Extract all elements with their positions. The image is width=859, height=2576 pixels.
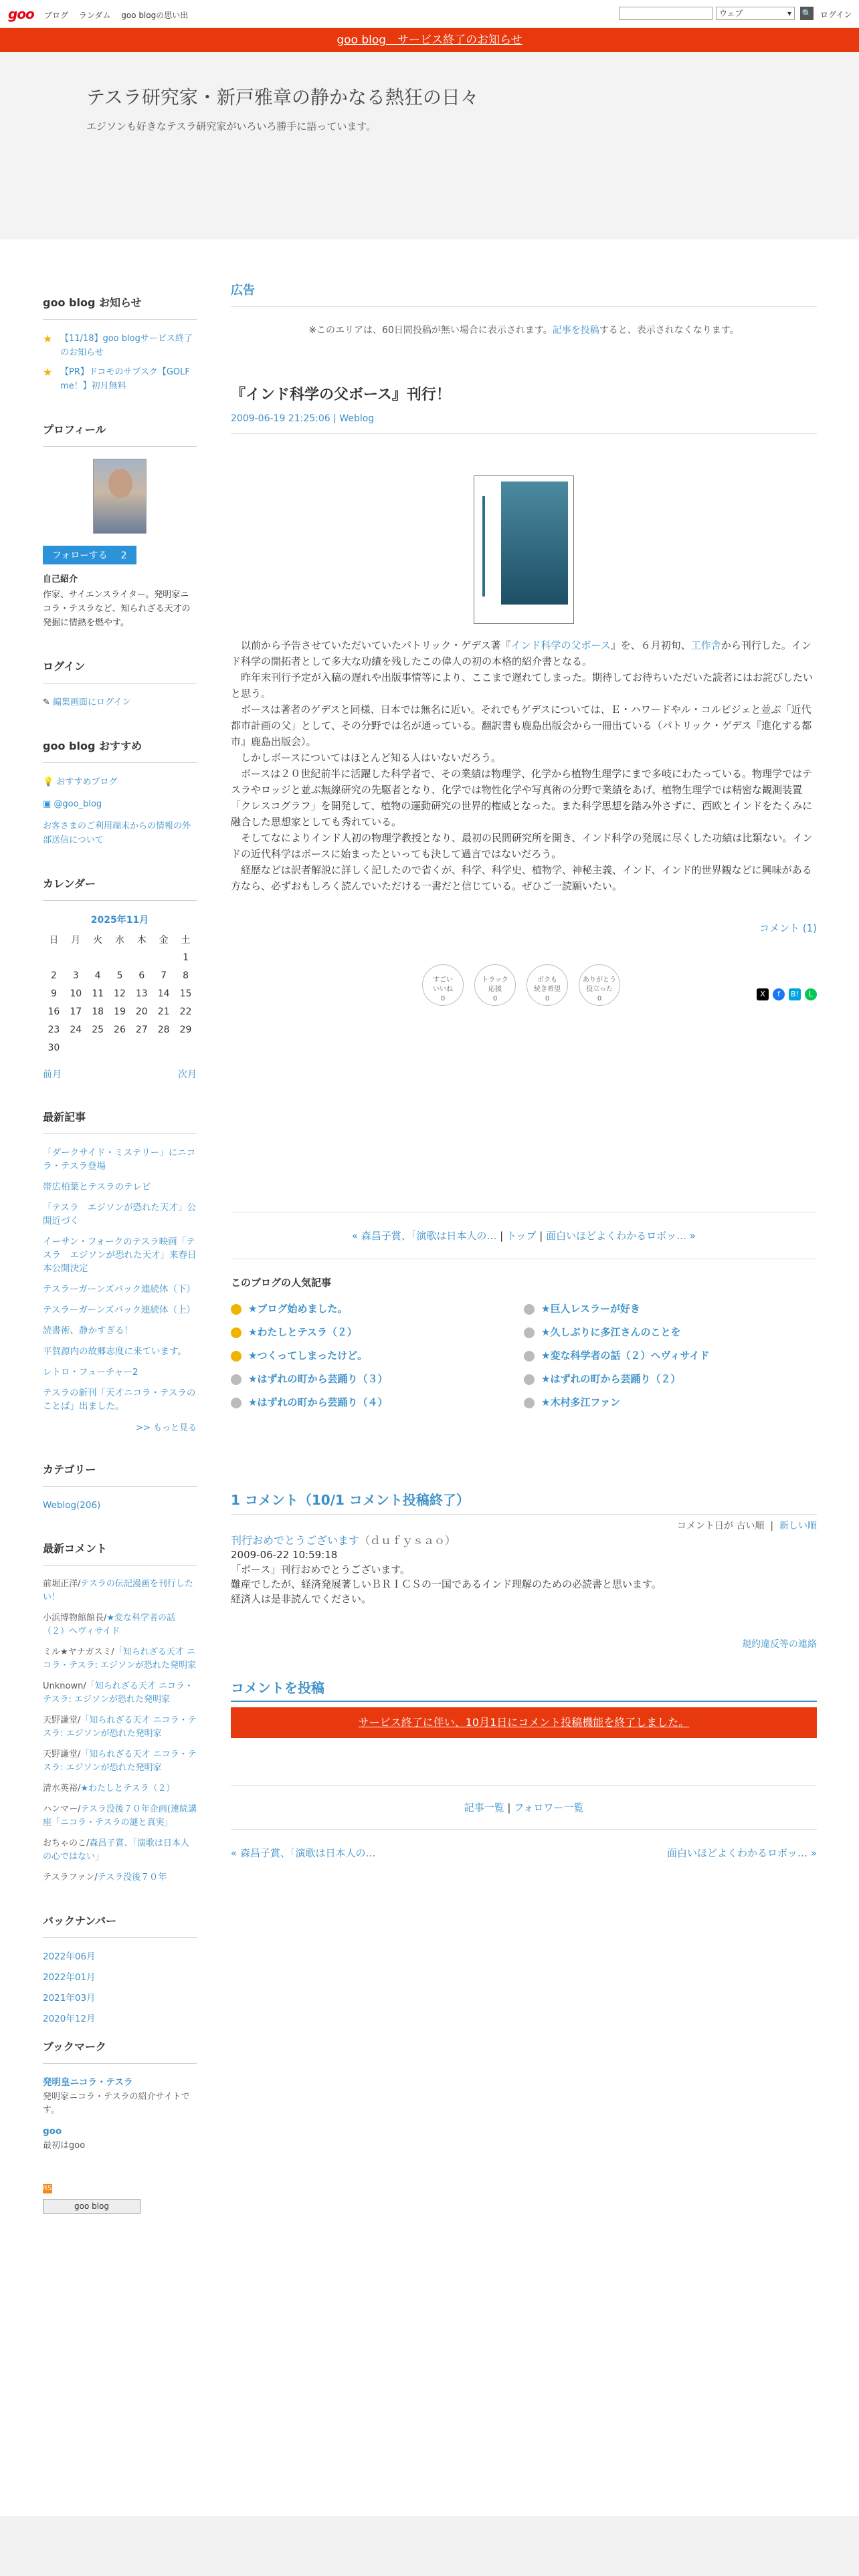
- backnumber-heading: バックナンバー: [43, 1913, 197, 1938]
- goo-blog-twitter-link[interactable]: @goo_blog: [54, 799, 102, 809]
- star-icon: ★: [43, 332, 53, 345]
- top-links: [44, 9, 196, 21]
- popular-item[interactable]: [231, 1372, 524, 1386]
- recent-post-link[interactable]: イーサン・フォークのテスラ映画「テスラ エジソンが恐れた天才」来春日本公開決定: [43, 1237, 197, 1274]
- comment-post-link[interactable]: 「知られざる天才 ニコラ・テスラ: エジソンが恐れた発明家: [43, 1681, 193, 1705]
- book-link[interactable]: インド科学の父ボース: [510, 639, 611, 651]
- follower-count: 2: [120, 550, 127, 561]
- calendar-day: 17: [70, 1006, 82, 1017]
- popular-item[interactable]: [524, 1395, 817, 1409]
- recent-comment: [43, 1748, 197, 1775]
- calendar-day: 7: [161, 970, 167, 981]
- backnumber-list[interactable]: [43, 1950, 197, 2024]
- recent-comment: [43, 1680, 197, 1707]
- recent-comment: [43, 1612, 197, 1638]
- sort-separator: |: [770, 1521, 774, 1531]
- post-paragraph: ボースは著者のゲデスと同様、日本では無名に近い。それでもゲデスについては、Ｅ・ハワードやル・コルビジェと並ぶ「近代都市計画の父」として、その分野では名が通っている。翻訳書も鹿島出版会から一冊出ている（パトリック・ゲデス『進化する都市』鹿島出版会）。: [231, 704, 812, 748]
- calendar-week: [43, 1002, 197, 1021]
- calendar-heading: カレンダー: [43, 875, 197, 901]
- backnumber-link[interactable]: 2020年12月: [43, 2014, 96, 2024]
- reaction-label: いいね: [433, 986, 453, 993]
- crown-icon: [231, 1327, 242, 1338]
- calendar-day: 29: [179, 1024, 192, 1035]
- comment-post-link[interactable]: 「知られざる天才 ニコラ・テスラ: エジソンが恐れた発明家: [43, 1647, 196, 1671]
- calendar-day: 27: [135, 1024, 148, 1035]
- news-link[interactable]: 【PR】ドコモのサブスク【GOLF me！】初月無料: [60, 367, 190, 391]
- calendar-prev-link[interactable]: 前月: [43, 1069, 62, 1080]
- top-bar: [0, 0, 859, 28]
- facebook-share-icon[interactable]: f: [773, 988, 785, 1000]
- ad-note-text: すると、表示されなくなります。: [599, 325, 739, 336]
- calendar-day: 20: [135, 1006, 148, 1017]
- calendar-day: [109, 948, 131, 966]
- top-link-memories[interactable]: goo blogの思い出: [121, 11, 189, 20]
- calendar-week: [43, 1039, 197, 1057]
- calendar-day: 3: [72, 970, 79, 981]
- line-share-icon[interactable]: L: [805, 988, 817, 1000]
- calendar-day: 5: [116, 970, 123, 981]
- calendar-day: 26: [114, 1024, 126, 1035]
- popular-item-label: ★はずれの町から芸踊り（２）: [541, 1373, 681, 1385]
- bookmark-link[interactable]: 発明皇ニコラ・テスラ: [43, 2077, 133, 2088]
- post-paragraph: ボースは２０世紀前半に活躍した科学者で、その業績は物理学、化学から植物生理学にまで多岐にわたっている。物理学ではテスラやロッジと並ぶ無線研究の先駆者となり、化学では物性化学や写真術の分野で業績をあげ、植物生理学では精密な観測装置「クレスコグラフ」を開発して、植物の運動研究の世界的権威となった。また科学思想を踏み外さずに、西欧とインドをたくみに融合した思想家としても秀れている。: [231, 768, 813, 828]
- calendar-day: 9: [50, 988, 57, 999]
- reaction-label: 続き希望: [534, 986, 561, 993]
- calendar-day: [87, 948, 109, 966]
- post-body: [231, 637, 817, 894]
- recent-post-link[interactable]: 「テスラ エジソンが恐れた天才」公開近づく: [43, 1202, 196, 1226]
- calendar-week: [43, 1021, 197, 1039]
- calendar-day: 10: [70, 988, 82, 999]
- bookmark-heading: ブックマーク: [43, 2038, 197, 2064]
- recent-comments-section: [43, 1540, 197, 1885]
- weekday: 金: [159, 934, 169, 946]
- weekday: 木: [136, 934, 147, 946]
- recent-comment: [43, 1646, 197, 1673]
- blog-header: [0, 52, 859, 239]
- calendar-day: [65, 1039, 87, 1057]
- post-comment-heading: コメントを投稿: [231, 1677, 817, 1702]
- reaction-cheer-button[interactable]: [474, 964, 516, 1006]
- post-paragraph: 昨年末刊行予定が入稿の遅れや出版事情等により、ここまで遅れてしまった。期待してお待ちいただいた読者にはお詫びしたいと思う。: [231, 671, 814, 700]
- service-end-banner: [0, 28, 859, 52]
- list-links: [231, 1785, 817, 1830]
- comment-date: 2009-06-22 10:59:18: [231, 1549, 338, 1561]
- recent-post-link[interactable]: 帯広柏葉とテスラのテレビ: [43, 1182, 151, 1192]
- calendar-day: 22: [179, 1006, 192, 1017]
- popular-item-label: ★はずれの町から芸踊り（３）: [248, 1373, 388, 1385]
- next-post-link[interactable]: 面白いほどよくわかるロボッ… »: [667, 1847, 817, 1859]
- backnumber-section: [43, 1913, 197, 2024]
- post-paragraph: 以前から予告させていただいていたパトリック・ゲデス著『インド科学の父ボース』を、６月初旬、工作舎から刊行した。インド科学の開拓者として多大な功績を残したこの偉人の初の本格的紹介書となる。: [231, 639, 812, 667]
- reaction-label: 応援: [488, 986, 502, 993]
- comment-line: 難産でしたが、経済発展著しいＢＲＩＣＳの一国であるインド理解のための必読書と思います。: [231, 1578, 662, 1590]
- crown-icon: [231, 1351, 242, 1362]
- popular-item[interactable]: [231, 1301, 524, 1315]
- recent-post-link[interactable]: 平賀源内の故郷志度に来ています。: [43, 1346, 187, 1357]
- sort-new-link[interactable]: 新しい順: [779, 1521, 817, 1531]
- categories-heading: カテゴリー: [43, 1461, 197, 1487]
- reaction-title: ボクも: [537, 976, 557, 984]
- recent-posts-heading: 最新記事: [43, 1109, 197, 1134]
- news-section: [43, 294, 197, 393]
- sort-label: コメント日が: [677, 1521, 734, 1531]
- comment-author: （ｄｕｆｙｓａｏ）: [359, 1534, 456, 1547]
- recent-comment: [43, 1871, 197, 1885]
- x-share-icon[interactable]: X: [757, 988, 769, 1000]
- news-heading: goo blog お知らせ: [43, 294, 197, 320]
- popular-list: [231, 1301, 817, 1409]
- comment-title-text: 刊行おめでとうございます: [231, 1534, 360, 1547]
- crown-icon: [231, 1304, 242, 1315]
- calendar-week: [43, 984, 197, 1002]
- twitter-icon: ▣: [43, 799, 54, 809]
- next-post-link[interactable]: 面白いほどよくわかるロボッ… »: [546, 1230, 696, 1242]
- blog-title[interactable]: テスラ研究家・新戸雅章の静かなる熱狂の日々: [86, 86, 479, 108]
- post-title[interactable]: 『インド科学の父ボース』刊行！: [231, 387, 451, 403]
- comment-author: 小浜博物館館長/: [43, 1613, 107, 1623]
- share-buttons: [231, 988, 817, 1000]
- edit-login-link[interactable]: 編集画面にログイン: [53, 697, 131, 708]
- comment-author: Unknown/: [43, 1681, 86, 1691]
- rank-badge: [231, 1398, 242, 1408]
- rss-icon[interactable]: RSS: [43, 2185, 56, 2192]
- recent-post-link[interactable]: レトロ・フューチャー2: [43, 1367, 138, 1378]
- comments-closed-banner: [231, 1707, 817, 1738]
- comment-post-link[interactable]: テスラ没後７０年企画(連続講座「ニコラ・テスラの謎と真実」: [43, 1804, 197, 1828]
- weekday: 水: [114, 934, 124, 946]
- comments-heading: 1 コメント（10/1 コメント投稿終了）: [231, 1489, 817, 1515]
- popular-item[interactable]: [524, 1348, 817, 1362]
- news-item: [43, 365, 197, 393]
- calendar-day: 19: [114, 1006, 126, 1017]
- edit-login-item: [43, 695, 197, 710]
- search-input[interactable]: [619, 7, 712, 20]
- list-separator: |: [504, 1802, 514, 1814]
- recent-post-link[interactable]: テスラの新刊「天才ニコラ・テスラのことば」出ました。: [43, 1388, 196, 1412]
- calendar-day: 1: [183, 952, 189, 963]
- popular-item[interactable]: [524, 1301, 817, 1315]
- star-icon: ★: [43, 366, 53, 379]
- popular-item[interactable]: [524, 1372, 817, 1386]
- ad-heading: 広告: [231, 281, 817, 307]
- pencil-icon: ✎: [43, 697, 54, 708]
- rank-badge: [524, 1351, 535, 1362]
- external-transmission-link[interactable]: お客さまのご利用端末からの情報の外部送信について: [43, 821, 191, 845]
- bulb-icon: 💡: [43, 777, 57, 787]
- sidebar-footer: [43, 2181, 197, 2214]
- meta-separator: |: [330, 413, 340, 424]
- rank-badge: [231, 1374, 242, 1385]
- reaction-count: 0: [440, 995, 446, 1002]
- top-link-blog[interactable]: ブログ: [44, 11, 69, 20]
- comment-post-link[interactable]: 「知られざる天才 ニコラ・テスラ: エジソンが恐れた発明家: [43, 1749, 197, 1773]
- comment-line: 「ボース」刊行おめでとうございます。: [231, 1564, 411, 1576]
- bottom-nav: [231, 1846, 817, 1860]
- rank-badge: [524, 1304, 535, 1315]
- calendar-day: 13: [135, 988, 148, 999]
- weekday: 日: [49, 934, 59, 946]
- recent-post-link[interactable]: テスラーガーンズバック連続体（上）: [43, 1305, 196, 1315]
- reaction-more-button[interactable]: [527, 964, 568, 1006]
- recent-comments-heading: 最新コメント: [43, 1540, 197, 1566]
- login-heading: ログイン: [43, 658, 197, 683]
- goo-blog-badge[interactable]: goo blog: [43, 2199, 140, 2214]
- backnumber-link[interactable]: 2021年03月: [43, 1993, 96, 2004]
- recent-comment: [43, 1714, 197, 1741]
- ad-note: [231, 323, 817, 336]
- recommend-blogs-link[interactable]: おすすめブログ: [56, 777, 118, 787]
- rank-badge: [524, 1327, 535, 1338]
- popular-item[interactable]: [524, 1325, 817, 1339]
- recommend-heading: goo blog おすすめ: [43, 738, 197, 763]
- calendar-week: [43, 948, 197, 966]
- article-list-link[interactable]: 記事一覧: [464, 1802, 504, 1814]
- calendar-day: [130, 948, 153, 966]
- comment-post-link[interactable]: ★変な科学者の話（２）ヘヴィサイド: [43, 1613, 176, 1636]
- rank-badge: [524, 1398, 535, 1408]
- reaction-like-button[interactable]: [422, 964, 464, 1006]
- calendar-days: [43, 948, 197, 1057]
- recommend-item: [43, 797, 197, 811]
- news-item: [43, 332, 197, 360]
- calendar-day: [153, 1039, 175, 1057]
- book-cover-image[interactable]: [474, 475, 574, 624]
- calendar-day: [130, 1039, 153, 1057]
- popular-item-label: ★久しぶりに多江さんのことを: [541, 1326, 681, 1338]
- publisher-link[interactable]: 工作舎: [690, 639, 721, 651]
- ad-note-text: ※このエリアは、60日間投稿が無い場合に表示されます。: [308, 325, 553, 336]
- backnumber-link[interactable]: 2022年06月: [43, 1951, 96, 1962]
- post-article-link[interactable]: 記事を投稿: [552, 325, 599, 336]
- comment-author: 前堀正洋/: [43, 1579, 81, 1589]
- bookmark-link[interactable]: goo: [43, 2126, 62, 2137]
- post-paragraph: 経歴などは訳者解説に詳しく記したので省くが、科学、科学史、植物学、神秘主義、インド、インド的世界観などに興味がある方なら、必ずおもしろく読んでいただける一書だと信じている。ぜひご一読願いたい。: [231, 864, 812, 892]
- intro-text: 作家、サイエンスライター。発明家ニコラ・テスラなど、知られざる天才の発掘に情熱を燃やす。: [43, 590, 191, 628]
- page-footer: [0, 2516, 859, 2576]
- reaction-label: 役立った: [586, 986, 613, 993]
- recent-post-link[interactable]: 「ダークサイド・ミステリー」にニコラ・テスラ登場: [43, 1148, 196, 1172]
- calendar-day: 28: [157, 1024, 170, 1035]
- popular-item-label: ★木村多江ファン: [541, 1396, 621, 1408]
- calendar-day: [65, 948, 87, 966]
- calendar-day: 4: [94, 970, 101, 981]
- popular-item[interactable]: [231, 1348, 524, 1362]
- calendar-day: [43, 948, 65, 966]
- calendar-day: [175, 1039, 197, 1057]
- main-content: [231, 281, 817, 1860]
- top-link-random[interactable]: ランダム: [78, 11, 111, 20]
- comment-post-link[interactable]: テスラの伝記漫画を刊行したい！: [43, 1579, 193, 1602]
- calendar-week: [43, 966, 197, 984]
- prev-post-link[interactable]: « 森昌子賞、「演歌は日本人の…: [351, 1230, 497, 1242]
- comment-title: [231, 1532, 817, 1547]
- comments-closed-link[interactable]: サービス終了に伴い、10月1日にコメント投稿機能を終了しました。: [358, 1716, 690, 1729]
- calendar-day: 24: [70, 1024, 82, 1035]
- news-link[interactable]: 【11/18】goo blogサービス終了のお知らせ: [60, 334, 193, 358]
- popular-item-label: ★巨人レスラーが好き: [541, 1303, 640, 1315]
- post-paragraph: そしてなによりインド人初の物理学教授となり、最初の民間研究所を開き、インド科学の発展に尽くした功績は比類ない。インドの近代科学はボースに始まったといっても決して過言ではないだろう。: [231, 832, 813, 860]
- comment-post-link[interactable]: テスラ没後７０年: [97, 1872, 167, 1883]
- calendar-month: 2025年11月: [90, 915, 149, 926]
- follow-label: フォローする: [52, 550, 108, 561]
- comment-author: ハンマー/: [43, 1804, 81, 1814]
- recommend-item: [43, 775, 197, 789]
- calendar-day: 16: [47, 1006, 60, 1017]
- calendar-day: [109, 1039, 131, 1057]
- popular-item-label: ★つくってしまったけど。: [248, 1350, 368, 1362]
- post-meta: [231, 413, 817, 434]
- recent-comment: [43, 1578, 197, 1604]
- calendar-next-link[interactable]: 次月: [178, 1069, 197, 1080]
- hatena-share-icon[interactable]: B!: [789, 988, 801, 1000]
- comment-line: 経済人は是非読んでください。: [231, 1593, 372, 1605]
- rank-badge: [524, 1374, 535, 1385]
- calendar-day: 23: [47, 1024, 60, 1035]
- calendar-day: [153, 948, 175, 966]
- comment-author: ミル★ヤナガスミ/: [43, 1647, 114, 1657]
- recent-comment: [43, 1837, 197, 1864]
- recent-post-link[interactable]: テスラーガーンズバック連続体（下）: [43, 1284, 196, 1295]
- calendar-day: 18: [92, 1006, 104, 1017]
- calendar-day: 21: [157, 1006, 170, 1017]
- post-paragraph: しかしボースについてはほとんど知る人はいないだろう。: [231, 752, 501, 764]
- goo-logo[interactable]: goo: [8, 6, 34, 22]
- popular-item-label: ★はずれの町から芸踊り（４）: [248, 1396, 388, 1408]
- calendar-day: 11: [92, 988, 104, 999]
- comment-author: テスラファン/: [43, 1872, 98, 1883]
- weekday: 火: [93, 934, 103, 946]
- search-scope-select[interactable]: ウェブ ▾: [716, 7, 795, 20]
- backnumber-link[interactable]: 2022年01月: [43, 1972, 96, 1983]
- reaction-title: ありがとう: [583, 976, 616, 984]
- post-category-link[interactable]: Weblog: [339, 413, 375, 424]
- login-link[interactable]: ログイン: [820, 10, 852, 19]
- profile-section: [43, 421, 197, 630]
- prev-post-link[interactable]: « 森昌子賞、「演歌は日本人の…: [231, 1847, 376, 1859]
- recent-comment: [43, 1782, 197, 1796]
- recent-posts-section: [43, 1109, 197, 1433]
- calendar-weekdays: [43, 930, 197, 948]
- popular-item[interactable]: [231, 1325, 524, 1339]
- follow-button[interactable]: [43, 546, 136, 564]
- comment-count-link[interactable]: コメント (1): [759, 922, 817, 934]
- login-section: [43, 658, 197, 710]
- calendar-day: 6: [138, 970, 145, 981]
- calendar-day: 30: [47, 1042, 60, 1053]
- top-link[interactable]: トップ: [506, 1230, 537, 1242]
- calendar-day: 14: [157, 988, 170, 999]
- weekday: 土: [181, 934, 191, 946]
- bookmark-desc: 発明家ニコラ・テスラの紹介サイトです。: [43, 2092, 190, 2115]
- sidebar: [43, 294, 197, 2214]
- calendar-table: [43, 930, 197, 1057]
- recommend-item: [43, 819, 197, 847]
- comment-sort: [231, 1519, 817, 1532]
- reaction-count: 0: [597, 995, 602, 1002]
- comment-post-link[interactable]: 森昌子賞、「演歌は日本人の心ではない」: [43, 1838, 189, 1862]
- reaction-title: すごい: [433, 976, 453, 984]
- bookmark-desc: 最初はgoo: [43, 2141, 86, 2151]
- calendar-section: [43, 875, 197, 1081]
- intro-label: 自己紹介: [43, 574, 78, 584]
- recent-comment: [43, 1803, 197, 1830]
- blog-description: エジソンも好きなテスラ研究家がいろいろ勝手に語っています。: [86, 120, 377, 132]
- service-end-link[interactable]: goo blog サービス終了のお知らせ: [337, 33, 522, 47]
- reaction-useful-button[interactable]: [579, 964, 620, 1006]
- recent-post-link[interactable]: 読書術、静かすぎる！: [43, 1325, 133, 1336]
- bookmark-section: [43, 2038, 197, 2153]
- comment-post-link[interactable]: 「知られざる天才 ニコラ・テスラ: エジソンが恐れた発明家: [43, 1715, 197, 1739]
- post-date: 2009-06-19 21:25:06: [231, 413, 330, 424]
- reaction-title: トラック: [482, 976, 508, 984]
- calendar-day: 8: [183, 970, 189, 981]
- post-pager: « 森昌子賞、「演歌は日本人の… | トップ | 面白いほどよくわかるロボッ… »: [231, 1212, 817, 1259]
- category-link[interactable]: Weblog(206): [43, 1500, 101, 1511]
- comment-author: 天野謙堂/: [43, 1715, 81, 1725]
- comment-author: おちゃのこ/: [43, 1838, 90, 1848]
- popular-item-label: ★わたしとテスラ（２）: [248, 1326, 357, 1338]
- popular-item[interactable]: [231, 1395, 524, 1409]
- weekday: 月: [71, 934, 81, 946]
- reaction-count: 0: [492, 995, 498, 1002]
- sort-old[interactable]: 古い順: [736, 1521, 765, 1531]
- calendar-day: 25: [92, 1024, 104, 1035]
- categories-section: [43, 1461, 197, 1512]
- popular-item-label: ★変な科学者の話（２）ヘヴィサイド: [541, 1350, 710, 1362]
- popular-item-label: ★ブログ始めました。: [248, 1303, 348, 1315]
- profile-heading: プロフィール: [43, 421, 197, 447]
- calendar-day: [87, 1039, 109, 1057]
- more-posts-link[interactable]: >> もっと見る: [136, 1423, 197, 1433]
- search-icon[interactable]: 🔍: [800, 7, 814, 20]
- calendar-nav: [43, 1067, 197, 1081]
- calendar-day: 2: [50, 970, 57, 981]
- comment-body: [231, 1547, 817, 1606]
- calendar-day: 12: [114, 988, 126, 999]
- follower-list-link[interactable]: フォロワー一覧: [514, 1802, 584, 1814]
- comment-author: 天野謙堂/: [43, 1749, 81, 1759]
- comment-author: 清水英裕/: [43, 1784, 81, 1794]
- report-violation-link[interactable]: 規約違反等の連絡: [742, 1639, 817, 1650]
- reaction-count: 0: [545, 995, 550, 1002]
- recommend-section: [43, 738, 197, 847]
- comment-post-link[interactable]: ★わたしとテスラ（２）: [80, 1784, 175, 1794]
- calendar-day: 15: [179, 988, 192, 999]
- popular-heading: このブログの人気記事: [231, 1277, 332, 1289]
- avatar[interactable]: [93, 459, 147, 534]
